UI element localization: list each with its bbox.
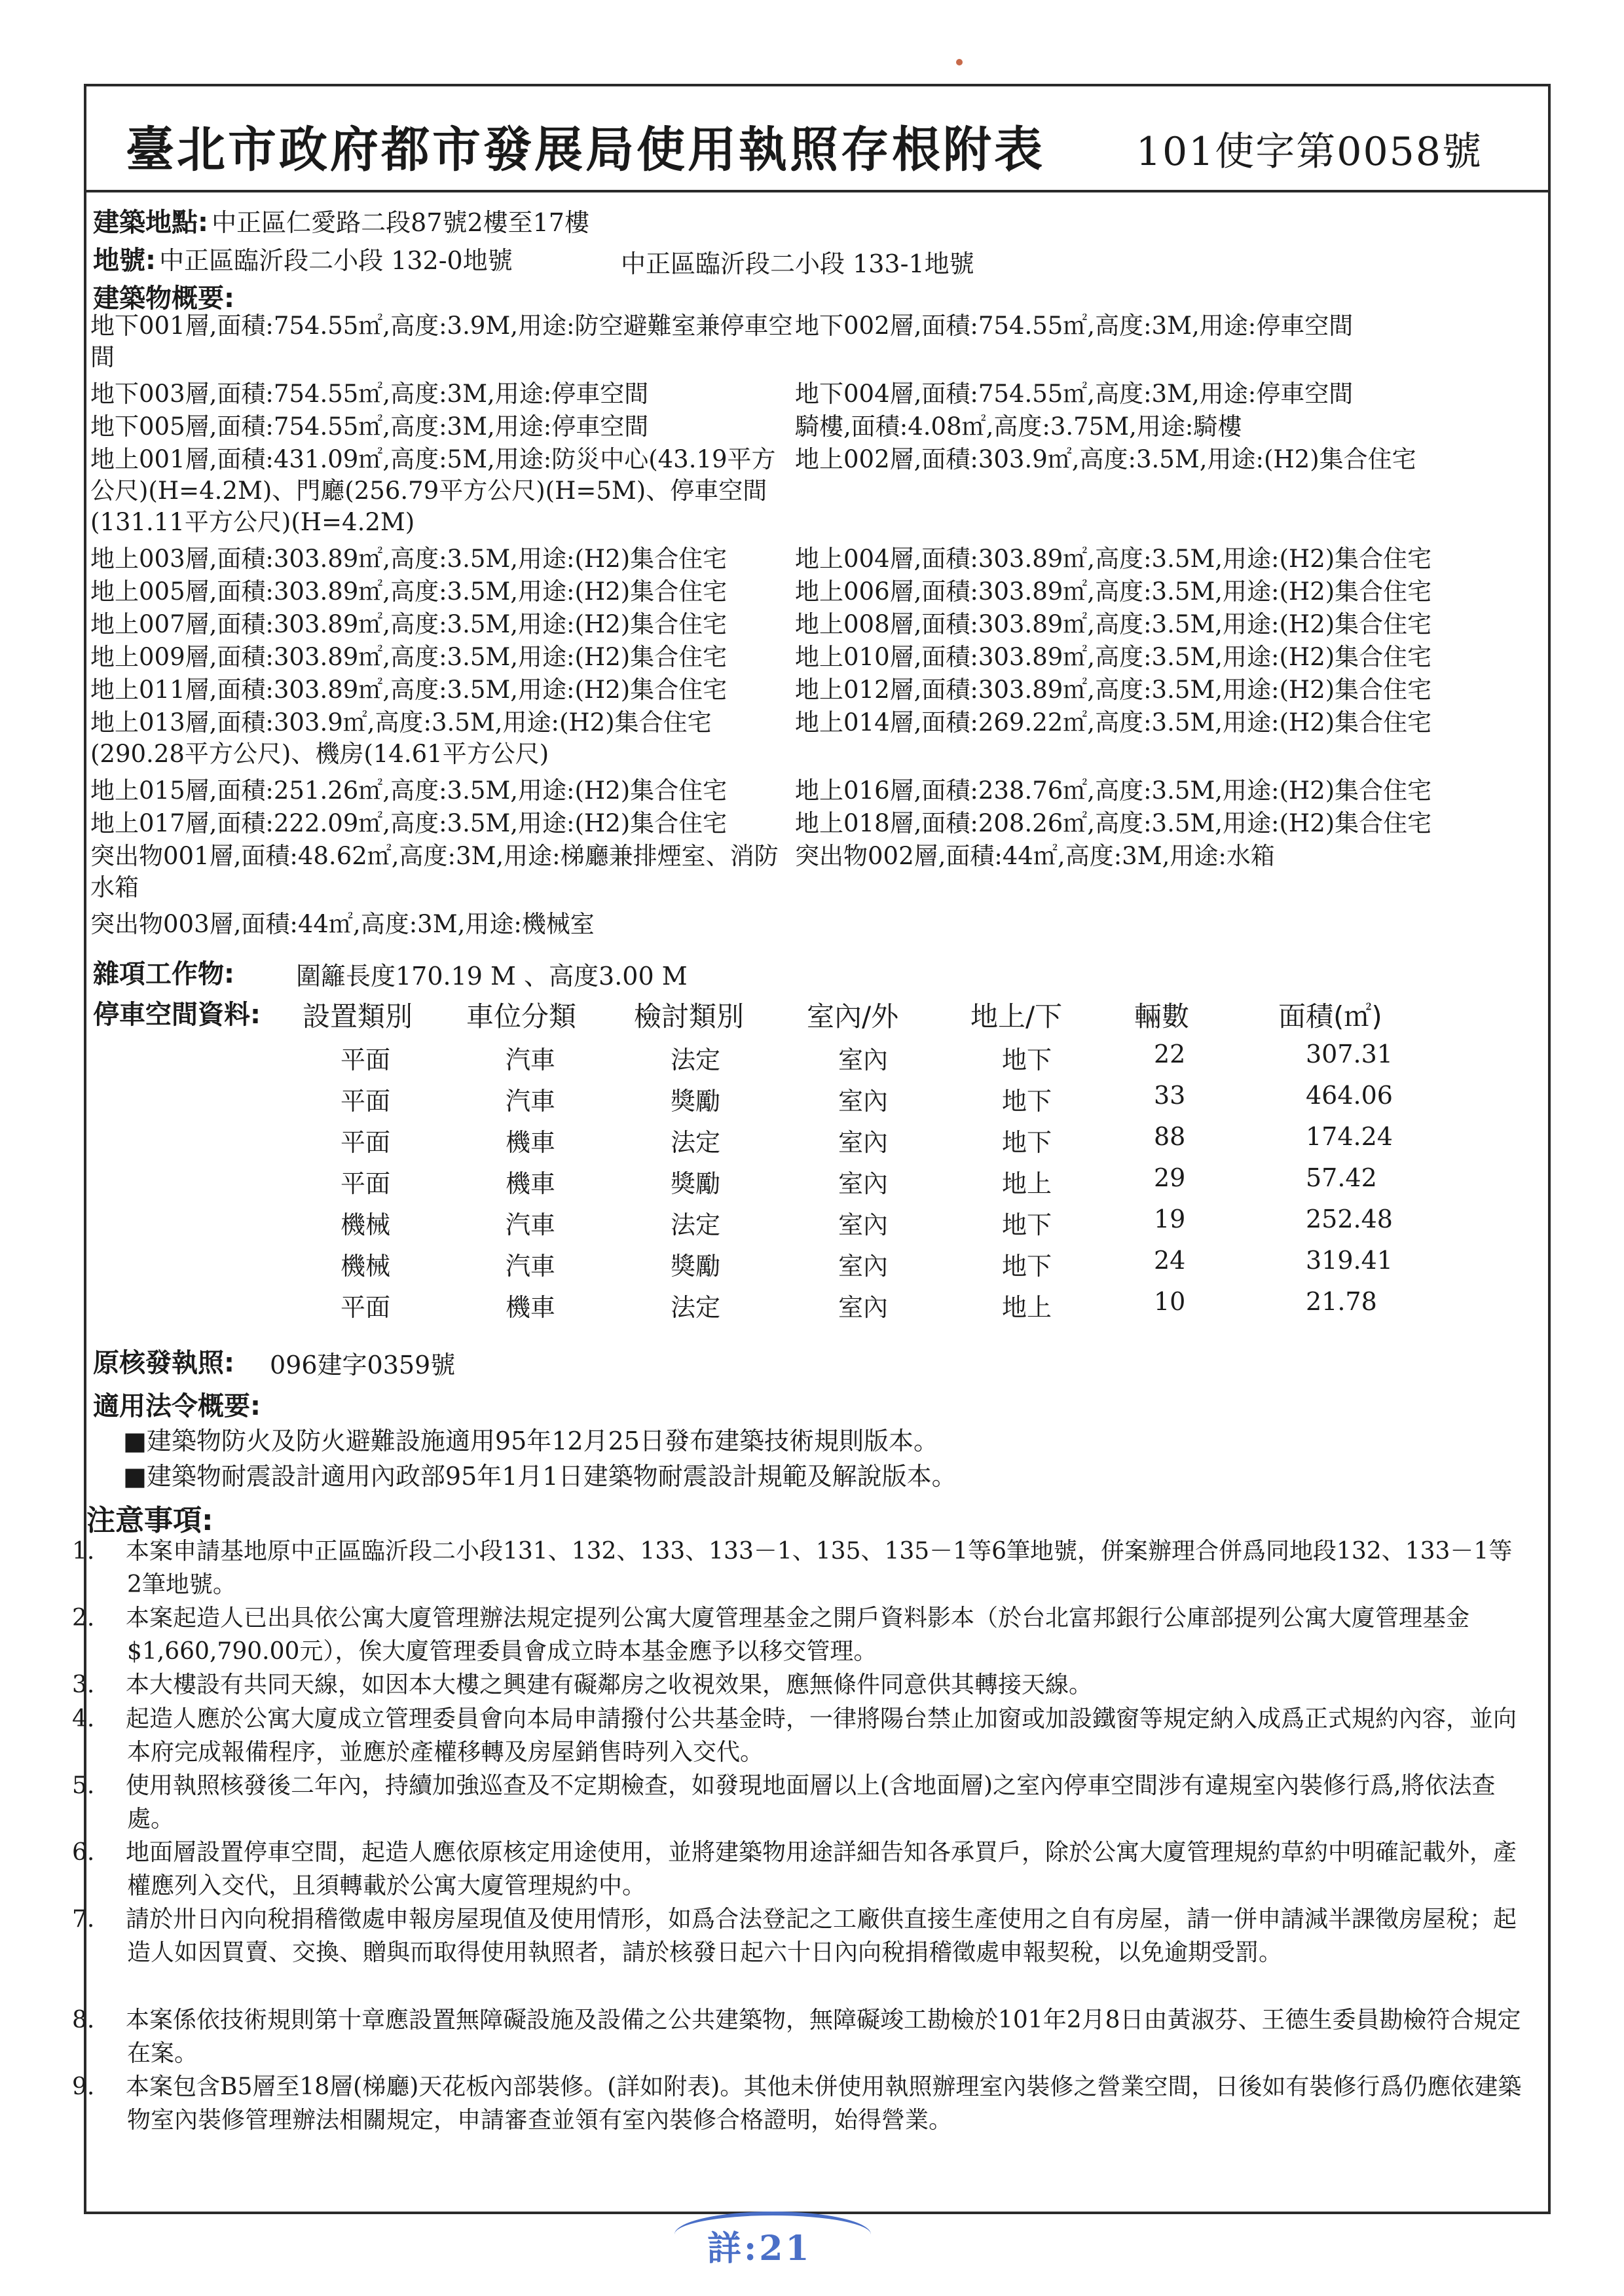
floor-entry: 地上014層,面積:269.22㎡,高度:3.5M,用途:(H2)集合住宅 — [795, 708, 1432, 737]
floor-entry: 地上007層,面積:303.89㎡,高度:3.5M,用途:(H2)集合住宅 — [90, 610, 728, 638]
floor-entry: 地上003層,面積:303.89㎡,高度:3.5M,用途:(H2)集合住宅 — [90, 545, 728, 573]
note-text: 起造人應於公寓大廈成立管理委員會向本局申請撥付公共基金時，一律將陽台禁止加窗或加設鐵窗等規定納入成爲正式規約內容，並向本府完成報備程序，並應於產權移轉及房屋銷售時列入交代。 — [126, 1705, 1517, 1766]
note-text: 本大樓設有共同天線，如因本大樓之興建有礙鄰房之收視效果，應無條件同意供其轉接天線。 — [126, 1671, 1093, 1698]
floor-entry: 地下004層,面積:754.55㎡,高度:3M,用途:停車空間 — [795, 380, 1354, 408]
note-item — [72, 1668, 1527, 1702]
notes-label: 注意事項: — [86, 1504, 213, 1537]
floor-entry: 地上002層,面積:303.9㎡,高度:3.5M,用途:(H2)集合住宅 — [795, 445, 1416, 473]
floor-entry: 地上001層,面積:431.09㎡,高度:5M,用途:防災中心(43.19平方公尺)(H=4.2M)、門廳(256.79平方公尺)(H=5M)、停車空間(131.11平方公尺)(H=4.2M) — [90, 445, 776, 536]
parking-cell: 地下 — [1002, 1128, 1052, 1157]
floor-entry: 地下001層,面積:754.55㎡,高度:3.9M,用途:防空避難室兼停車空間 — [90, 312, 793, 371]
floor-entry: 地下005層,面積:754.55㎡,高度:3M,用途:停車空間 — [90, 412, 649, 441]
note-item — [72, 1535, 1527, 1601]
parking-cell: 室內 — [838, 1169, 889, 1198]
parking-cell: 21.78 — [1306, 1287, 1377, 1316]
note-number: 3. — [72, 1671, 95, 1698]
parking-cell: 機車 — [506, 1293, 556, 1322]
floor-entry: 地上004層,面積:303.89㎡,高度:3.5M,用途:(H2)集合住宅 — [795, 545, 1432, 573]
floor-entry: 地上006層,面積:303.89㎡,高度:3.5M,用途:(H2)集合住宅 — [795, 577, 1432, 606]
document-frame — [72, 84, 1551, 2214]
parking-cell: 室內 — [838, 1046, 889, 1074]
parking-header-cell: 地上/下 — [970, 1000, 1063, 1032]
floor-entry: 地上008層,面積:303.89㎡,高度:3.5M,用途:(H2)集合住宅 — [795, 610, 1432, 638]
location-label: 建築地點: — [93, 208, 208, 238]
parking-cell: 汽車 — [506, 1252, 556, 1281]
document-title: 臺北市政府都市發展局使用執照存根附表 — [126, 122, 1045, 178]
note-number: 8. — [72, 2007, 95, 2033]
lot-label: 地號: — [93, 246, 156, 276]
parking-cell: 機械 — [341, 1252, 391, 1281]
parking-cell: 174.24 — [1306, 1122, 1393, 1151]
parking-cell: 平面 — [341, 1128, 391, 1157]
parking-cell: 室內 — [838, 1087, 889, 1116]
parking-cell: 法定 — [671, 1046, 721, 1074]
parking-cell: 307.31 — [1306, 1040, 1393, 1068]
original-permit-label: 原核發執照: — [93, 1348, 234, 1378]
building-summary-label: 建築物概要: — [93, 283, 234, 314]
note-text: 本案包含B5層至18層(梯廳)天花板內部裝修。(詳如附表)。其他未併使用執照辦理室內裝修之營業空間，日後如有裝修行爲仍應依建築物室內裝修管理辦法相關規定，申請審查並領有室內裝修合格證明，始得營業。 — [126, 2073, 1522, 2134]
floor-entry: 騎樓,面積:4.08㎡,高度:3.75M,用途:騎樓 — [795, 412, 1242, 441]
location-value: 中正區仁愛路二段87號2樓至17樓 — [212, 208, 589, 237]
floor-entry: 突出物002層,面積:44㎡,高度:3M,用途:水箱 — [795, 842, 1275, 870]
seal-stamp-text: 詳:21 — [707, 2229, 812, 2269]
note-text: 地面層設置停車空間，起造人應依原核定用途使用，並將建築物用途詳細告知各承買戶，除於公寓大廈管理規約草約中明確記載外，產權應列入交代，且須轉載於公寓大廈管理規約中。 — [126, 1839, 1517, 1899]
parking-cell: 機車 — [506, 1128, 556, 1157]
parking-cell: 平面 — [341, 1087, 391, 1116]
lot-value-2: 中正區臨沂段二小段 133-1地號 — [621, 249, 974, 278]
lot-line — [93, 240, 513, 277]
floor-entry: 地上012層,面積:303.89㎡,高度:3.5M,用途:(H2)集合住宅 — [795, 676, 1432, 704]
parking-cell: 地下 — [1002, 1087, 1052, 1116]
parking-cell: 19 — [1154, 1205, 1186, 1233]
title-box — [86, 86, 1548, 192]
parking-cell: 汽車 — [506, 1087, 556, 1116]
parking-cell: 獎勵 — [671, 1252, 721, 1281]
parking-cell: 地上 — [1002, 1169, 1052, 1198]
parking-cell: 獎勵 — [671, 1087, 721, 1116]
parking-cell: 室內 — [838, 1211, 889, 1239]
note-text: 本案起造人已出具依公寓大廈管理辦法規定提列公寓大廈管理基金之開戶資料影本（於台北富邦銀行公庫部提列公寓大廈管理基金$1,660,790.00元），俟大廈管理委員會成立時本基金應予以移交管理。 — [126, 1605, 1470, 1665]
parking-header-cell: 室內/外 — [807, 1000, 899, 1032]
floor-entry: 突出物003層,面積:44㎡,高度:3M,用途:機械室 — [90, 910, 595, 938]
parking-cell: 464.06 — [1306, 1081, 1393, 1110]
parking-cell: 獎勵 — [671, 1169, 721, 1198]
floor-entry: 地上011層,面積:303.89㎡,高度:3.5M,用途:(H2)集合住宅 — [90, 676, 728, 704]
note-item — [72, 1903, 1527, 1969]
parking-cell: 室內 — [838, 1128, 889, 1157]
floor-entry: 突出物001層,面積:48.62㎡,高度:3M,用途:梯廳兼排煙室、消防水箱 — [90, 842, 779, 902]
parking-cell: 地下 — [1002, 1211, 1052, 1239]
floor-entry: 地上013層,面積:303.9㎡,高度:3.5M,用途:(H2)集合住宅(290.28平方公尺)、機房(14.61平方公尺) — [90, 708, 712, 768]
note-item — [72, 2003, 1527, 2070]
regulation-item: ■建築物耐震設計適用內政部95年1月1日建築物耐震設計規範及解說版本。 — [123, 1462, 957, 1491]
parking-cell: 汽車 — [506, 1046, 556, 1074]
parking-cell: 24 — [1154, 1246, 1186, 1275]
parking-cell: 法定 — [671, 1293, 721, 1322]
location-line — [93, 202, 589, 239]
parking-header-cell: 車位分類 — [466, 1000, 577, 1032]
note-item — [72, 2070, 1527, 2137]
parking-cell: 機車 — [506, 1169, 556, 1198]
floor-entry: 地上005層,面積:303.89㎡,高度:3.5M,用途:(H2)集合住宅 — [90, 577, 728, 606]
parking-cell: 室內 — [838, 1252, 889, 1281]
note-item — [72, 1702, 1527, 1769]
floor-entry: 地上017層,面積:222.09㎡,高度:3.5M,用途:(H2)集合住宅 — [90, 809, 728, 837]
parking-cell: 33 — [1154, 1081, 1186, 1110]
parking-cell: 10 — [1154, 1287, 1186, 1316]
note-number: 5. — [72, 1772, 95, 1799]
note-number: 1. — [72, 1538, 95, 1565]
parking-header-cell: 面積(㎡) — [1278, 1000, 1382, 1032]
parking-cell: 319.41 — [1306, 1246, 1393, 1275]
parking-cell: 機械 — [341, 1211, 391, 1239]
note-number: 6. — [72, 1839, 95, 1866]
original-permit-value: 096建字0359號 — [270, 1351, 456, 1379]
parking-cell: 法定 — [671, 1211, 721, 1239]
parking-cell: 室內 — [838, 1293, 889, 1322]
floor-entry: 地下003層,面積:754.55㎡,高度:3M,用途:停車空間 — [90, 380, 649, 408]
note-number: 4. — [72, 1705, 95, 1732]
note-item — [72, 1836, 1527, 1903]
misc-works-label: 雜項工作物: — [93, 959, 234, 989]
parking-cell: 88 — [1154, 1122, 1186, 1151]
floor-entry: 地上009層,面積:303.89㎡,高度:3.5M,用途:(H2)集合住宅 — [90, 643, 728, 671]
parking-label: 停車空間資料: — [93, 1000, 261, 1030]
parking-cell: 平面 — [341, 1293, 391, 1322]
note-text: 請於卅日內向稅捐稽徵處申報房屋現值及使用情形，如爲合法登記之工廠供直接生產使用之自有房屋，請一併申請減半課徵房屋稅；起造人如因買賣、交換、贈與而取得使用執照者，請於核發日起六十日內向稅捐稽徵處申報契稅，以免逾期受罰。 — [126, 1906, 1517, 1966]
parking-cell: 地上 — [1002, 1293, 1052, 1322]
parking-cell: 252.48 — [1306, 1205, 1393, 1233]
parking-cell: 平面 — [341, 1046, 391, 1074]
note-text: 本案申請基地原中正區臨沂段二小段131、132、133、133－1、135、135－1等6筆地號，併案辦理合併爲同地段132、133－1等2筆地號。 — [126, 1538, 1513, 1598]
scan-mark — [956, 59, 963, 65]
floor-entry: 地上018層,面積:208.26㎡,高度:3.5M,用途:(H2)集合住宅 — [795, 809, 1432, 837]
parking-cell: 地下 — [1002, 1046, 1052, 1074]
note-number: 2. — [72, 1605, 95, 1631]
parking-header-cell: 檢討類別 — [634, 1000, 745, 1032]
permit-number: 101使字第0058號 — [1135, 129, 1483, 175]
parking-cell: 法定 — [671, 1128, 721, 1157]
note-text: 使用執照核發後二年內，持續加強巡查及不定期檢查，如發現地面層以上(含地面層)之室內停車空間涉有違規室內裝修行爲,將依法查處。 — [126, 1772, 1496, 1832]
parking-header-cell: 輛數 — [1134, 1000, 1190, 1032]
note-number: 9. — [72, 2073, 95, 2100]
floor-entry: 地下002層,面積:754.55㎡,高度:3M,用途:停車空間 — [795, 312, 1354, 340]
parking-header-cell: 設置類別 — [303, 1000, 413, 1032]
note-item — [72, 1769, 1527, 1836]
parking-cell: 57.42 — [1306, 1163, 1377, 1192]
note-text: 本案係依技術規則第十章應設置無障礙設施及設備之公共建築物，無障礙竣工勘檢於101年2月8日由黃淑芬、王德生委員勘檢符合規定在案。 — [126, 2007, 1521, 2067]
lot-value-1: 中正區臨沂段二小段 132-0地號 — [159, 246, 513, 275]
floor-entry: 地上015層,面積:251.26㎡,高度:3.5M,用途:(H2)集合住宅 — [90, 776, 728, 805]
parking-cell: 29 — [1154, 1163, 1186, 1192]
regulations-label: 適用法令概要: — [93, 1391, 261, 1421]
parking-cell: 地下 — [1002, 1252, 1052, 1281]
parking-cell: 22 — [1154, 1040, 1186, 1068]
regulation-item: ■建築物防火及防火避難設施適用95年12月25日發布建築技術規則版本。 — [123, 1427, 938, 1455]
note-number: 7. — [72, 1906, 95, 1933]
note-item — [72, 1601, 1527, 1668]
floor-entry: 地上010層,面積:303.89㎡,高度:3.5M,用途:(H2)集合住宅 — [795, 643, 1432, 671]
parking-cell: 平面 — [341, 1169, 391, 1198]
floor-entry: 地上016層,面積:238.76㎡,高度:3.5M,用途:(H2)集合住宅 — [795, 776, 1432, 805]
parking-cell: 汽車 — [506, 1211, 556, 1239]
misc-works-value: 圍籬長度170.19 M 、高度3.00 M — [296, 962, 688, 991]
